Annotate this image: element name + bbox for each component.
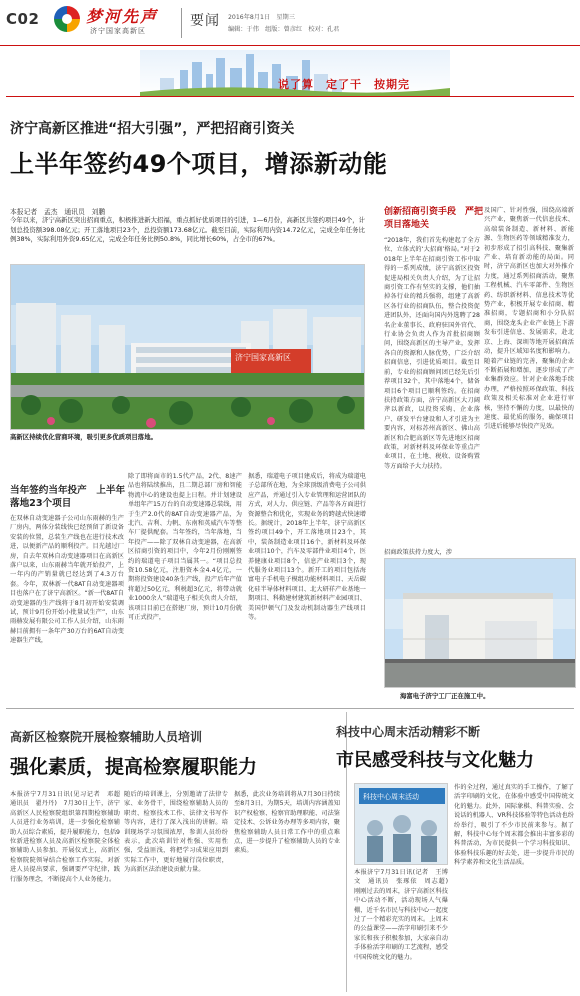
banner-slogan: 说了算 定了干 按期完 xyxy=(278,78,410,91)
side-column-2: 及国广、针对性强，围绕高端新兴产业，聚焦新一代信息技术、高端装备制造、新材料、新能源、生物医药等领域精准发力，初步形成了招引高科技、聚集新产业、培育新动能的局面。同时，济宁高新区也加大对外推介力度，通过系列招商活动，聚焦工程机械、汽车零部件、生物医药、纺织新材料、信息技术等优势产业，积极开展专业招商、精准招商，专题招商和小分队招商，围绕龙头企业产业链上下游发布引进信息、发展需求，赴北京、上海、深圳等地开展招商活动，提升区域知名度和影响力。随着产业链的完善，聚集的企业不断拓展和增加，逐步形成了产业集群效应。针对企业落地手续办理，严格按照环保政策、科技政策及相关标准对企业进行审核，坚持不懈的力度，以最快的速度、最优质的服务，确保项目引进后能够尽快投产见效。 xyxy=(484,207,574,431)
factory-photo-caption: 海富电子济宁工厂正在施工中。 xyxy=(400,692,490,700)
brand-name: 梦河先声 xyxy=(86,7,159,26)
lead-headline: 上半年签约49个项目，增添新动能 xyxy=(10,150,388,178)
lead-column-1: 在双林自动变速器子公司山东雨赫的生产厂房内，两体分装线快已经预留了新设备安装的位置，总装生产线也在进行技术改进，以便新产品的顺利投产。目光越过厂房，自去年双林自动变速器项目在高新区落户以来，山东雨赫当年就开始投产，上一年内的产销量就已经达到了4.3万台套。今年，双林新一代8AT自动变速器项目也落户在了济宁高新区。“新一代8AT自动变速器的生产线将于8月初开始安装调试，预计9月份开始小批量试生产”，山东雨赫发展有限公司工作人员介绍，山东雨赫目前拥有一条年产30万台的6AT自动变速器生产线， xyxy=(10,515,124,645)
lead-column-2: 除了即将面市的1.5代产品，2代、8速产品也将陆续推出，且二期总部厂房和智能物流中心的建设也提上日程。并计划建设单组年产15万台的自动变速器总装线，用于生产2.0代的8AT自动变速器产品，为北汽、吉利、力帆、东南和英威汽车等整车厂提供配套。当年签约，当年落地，当年投产——除了双林自动变速器，在高新区招商引资的项目中，今年2月份刚刚签约的瑞道电子项目当属其一。“项目总投资10.58亿元，注册资本金4.4亿元，一期将投资建设40条生产线，投产后年产值将超过50亿元，利税超3亿元，将带动就业1000余人”瑞道电子相关负责人介绍，该项目目前已在搭建厂房，预计10月份就可正式投产， xyxy=(128,473,242,622)
banner-rule xyxy=(6,96,574,97)
lead-photo-caption: 高新区持续优化营商环境，吸引更多优质项目落地。 xyxy=(10,433,157,441)
brand-subtitle: 济宁国家高新区 xyxy=(90,27,146,35)
side-column-1: “2018年，我们首先构建起了全方位、立体式的‘大招商’格局。”对于2018年上半年在招商引资工作中取得的一系列成绩，济宁高新区投资促进局相关负责人介绍，为了让招商引资工作有坚实的支撑，他们抽掉各行业的精兵强将，组建了高新区各行业的招商队伍，整合投资促进团队外，还面向国内外选聘了28名企业董事长、政府驻国外官代、行业协会负责人作为首批招商顾问，围绕高新区的主导产业，发挥各自的资源和人脉优势，广泛介绍招商信息，引进优质项目。截至目前，专业的招商顾问团已经先后引荐项目32个，其中落地4个，储备项目6个项目已顺利签约。在招商扶持政策方面，济宁高新区大刀阔斧以新政，以投资采购、企业落户、研发平台建设和人才引进为主要内容，对标苏州高新区、佛山高新区和合肥高新区等先进地区招商政策，对新材料及环保业等重点产业项目，在土地、税收、设备购置等方面给予大力扶持。 xyxy=(384,237,480,470)
newspaper-logo-icon xyxy=(54,6,80,32)
article3-headline: 市民感受科技与文化魅力 xyxy=(336,750,534,771)
header-divider xyxy=(181,8,182,38)
lead-byline: 本报记者 孟杰 通讯员 刘鹏 xyxy=(10,208,106,216)
editors-line: 编辑：于伟 组版：曾彦红 校对：孔君 xyxy=(228,26,340,33)
lead-subhead: 当年签约当年投产 上半年落地23个项目 xyxy=(10,485,126,509)
lead-column-3: 据悉，瑞道电子项目建成后，将成为瑞道电子总部所在地，为全球顶级消费电子公司供应产品，并通过引入专业管理和运营团队的方式，对人力、供应链、产品等各方面进行资源整合和优化，实现业务的跨越式快速增长。据统计，2018年上半年，济宁高新区签约项目49个，开工落地项目23个，其中，装备制造业项目16个，新材料及环保业项目10个，汽车及零部件业项目4个，医养健康业项目8个，信息产业项目3个，现代服务业项目13个。新开工的项目包括海富电子手机电子模组功能材料项目、天岳碳化硅半导体材料项目、北大研祥产业基地一期项目、科勤建材建筑新材料产业园项目、美国伊顿气门及发动机制动器生产线项目等。 xyxy=(248,473,366,622)
science-poster xyxy=(354,783,448,865)
side-tail: 招商政策扶持力度大，涉 xyxy=(384,549,453,556)
date-line: 2016年8月1日 星期三 xyxy=(228,14,295,21)
section-divider xyxy=(6,708,574,709)
page-number: C02 xyxy=(6,10,40,28)
article2-column-1: 本报济宁7月31日讯(见习记者 邓超 通讯员 翟丹丹) 7月30日上午，济宁高新区人民检察院组织第四期检察辅助人员进行业务培训，进一步强化检察辅助人员综合素质，提升履职能力，包括9位新进检察人员及高新区检察院全体检察辅助人员参加。开展仪式上，高新区检察院院领导结合检察工作实际，对新进人员提出要求，强调要严守纪律，践行服务理念，不断提高个人业务能力。 xyxy=(10,791,120,883)
photo-building-sign: 济宁国家高新区 xyxy=(235,353,291,362)
lead-summary: 今年以来，济宁高新区突出招商重点，积极推进新大招福，重点抓好优质项目的引进，1—6月份，高新区共签约项目49个，计划总投资额398.08亿元；开工落地项目23个，总投资额173.68亿元。截至目前，实际利用内资14.72亿元，完成全年任务比例38%，实际利用外资9.65亿元，完成全年任务比例50.8%，同比增长60%，占全市的67%。 xyxy=(10,216,365,244)
section-title: 要闻 xyxy=(190,13,220,29)
article2-headline: 强化素质，提高检察履职能力 xyxy=(10,756,258,778)
factory-photo xyxy=(384,558,576,688)
article3-column-1: 本报济宁7月31日讯(记者 王博文 通讯员 张琢依 周志超) 刚刚过去的周末，济宁高新区科技中心活动不断，活动现场人气爆棚，近千名市民与科技中心一起度过了一个精彩充实的周末。上周末的公益课堂——活字印刷引来不少家长和孩子积极参加，大家亲自动手体验活字印刷的工艺流程，感受中国传统文化的魅力。 xyxy=(354,869,448,961)
article2-column-3: 据悉，此次业务培训将从7月30日持续至8月3日，为期5天，培训内容涵盖知识产权检察、检察官助理职能、司法鉴定技术、公诉业务办理等多项内容，聚焦检察辅助人员日常工作中的重点难点，进一步提升了检察辅助人员的专业素质。 xyxy=(234,791,340,855)
side-headline: 创新招商引资手段 严把项目落地关 xyxy=(384,207,484,230)
lead-kicker: 济宁高新区推进“招大引强”，严把招商引资关 xyxy=(10,121,295,137)
article2-column-2: 随后的培训课上，分别邀请了法律专家、业务骨干，围绕检察辅助人员的职责、检察技术工作、法律文书写作等内容，进行了深入浅出的讲解。培训现场学习氛围浓厚，参训人员纷纷表示，此次培训针对性强、实用性强，受益匪浅，将把学习成果应用到实际工作中，更好地履行岗位职责，为高新区法治建设贡献力量。 xyxy=(124,791,228,874)
article3-kicker: 科技中心周末活动精彩不断 xyxy=(336,725,481,739)
article2-kicker: 高新区检察院开展检察辅助人员培训 xyxy=(10,730,203,744)
lead-photo xyxy=(10,264,365,430)
article3-column-2: 作的全过程，通过真实的手工操作，了解了活字印刷的文化，在体验中感受中国传统文化的魅力。此外，国际象棋、科普实验、会说话的机器人、VR科技体验等特色活动也纷纷举行，吸引了不少市民前来参与。据了解，科技中心每个周末都会推出丰富多彩的科普活动，为市民提供一个学习科技知识、体验科技乐趣的好去处，进一步提升市民的科学素养和文化生活品质。 xyxy=(454,784,574,867)
poster-title: 科技中心周末活动 xyxy=(363,793,419,801)
